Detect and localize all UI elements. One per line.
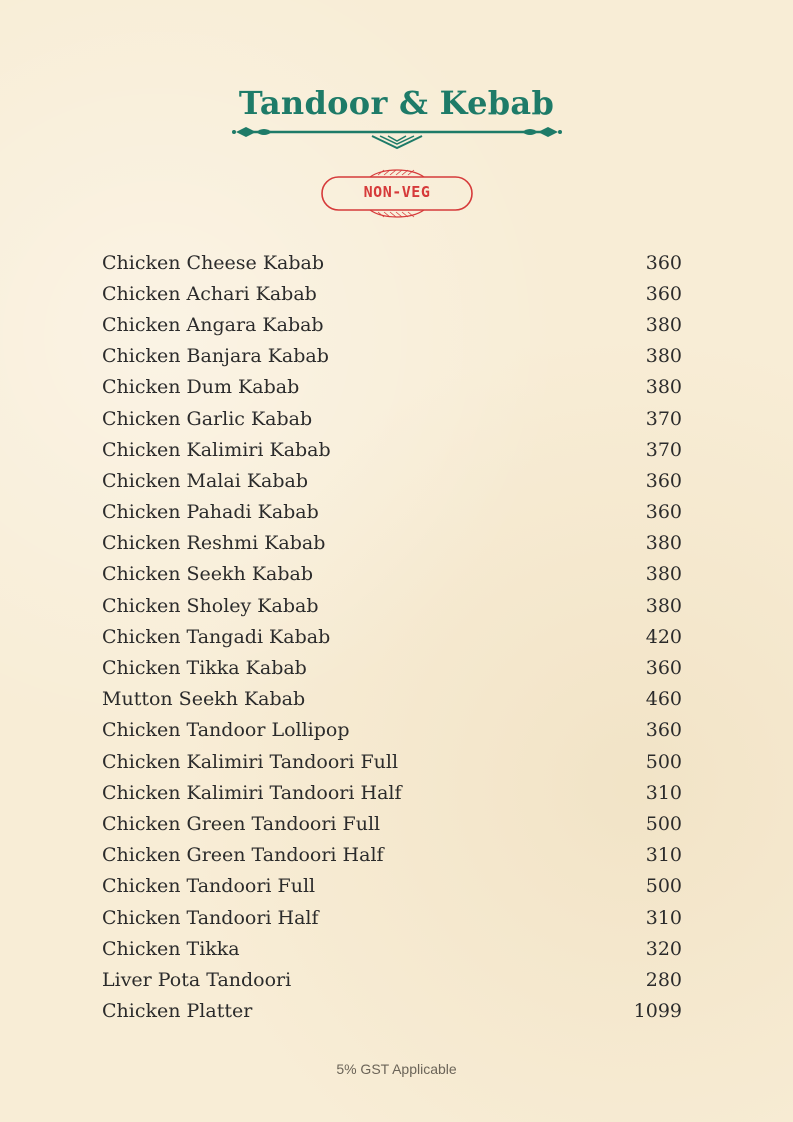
badge-label: NON-VEG — [363, 183, 431, 201]
item-name: Chicken Kalimiri Tandoori Full — [102, 750, 399, 773]
item-name: Chicken Green Tandoori Full — [102, 812, 381, 835]
item-name: Chicken Tikka — [102, 937, 240, 960]
menu-item — [102, 684, 682, 715]
item-name: Chicken Tangadi Kabab — [102, 625, 331, 648]
menu-item — [102, 933, 682, 964]
item-name: Chicken Cheese Kabab — [102, 251, 324, 274]
item-name: Chicken Reshmi Kabab — [102, 532, 326, 555]
menu-item — [102, 309, 682, 340]
item-price: 500 — [645, 750, 682, 773]
menu-item — [102, 652, 682, 683]
menu-item — [102, 715, 682, 746]
item-name: Chicken Green Tandoori Half — [102, 844, 384, 867]
item-price: 360 — [645, 719, 682, 742]
menu-item — [102, 341, 682, 372]
item-price: 380 — [645, 376, 682, 399]
menu-item — [102, 964, 682, 995]
item-price: 310 — [645, 781, 682, 804]
menu-item — [102, 403, 682, 434]
item-price: 360 — [645, 251, 682, 274]
menu-item — [102, 808, 682, 839]
menu-item — [102, 497, 682, 528]
item-price: 420 — [645, 625, 682, 648]
menu-item — [102, 777, 682, 808]
gst-footnote: 5% GST Applicable — [336, 1061, 457, 1077]
item-price: 360 — [645, 501, 682, 524]
item-price: 370 — [645, 438, 682, 461]
item-price: 310 — [645, 844, 682, 867]
item-price: 310 — [645, 906, 682, 929]
item-name: Chicken Kalimiri Tandoori Half — [102, 781, 402, 804]
menu-item — [102, 746, 682, 777]
category-badge — [320, 168, 474, 220]
menu-item — [102, 621, 682, 652]
menu-item — [102, 247, 682, 278]
item-name: Chicken Sholey Kabab — [102, 594, 319, 617]
item-price: 500 — [645, 875, 682, 898]
item-name: Chicken Pahadi Kabab — [102, 501, 319, 524]
menu-item — [102, 465, 682, 496]
item-name: Mutton Seekh Kabab — [102, 688, 306, 711]
item-price: 320 — [645, 937, 682, 960]
item-price: 370 — [645, 407, 682, 430]
menu-item — [102, 559, 682, 590]
menu-item — [102, 996, 682, 1027]
item-price: 460 — [645, 688, 682, 711]
page-title: Tandoor & Kebab — [238, 84, 555, 122]
item-name: Chicken Seekh Kabab — [102, 563, 313, 586]
item-price: 280 — [645, 968, 682, 991]
item-price: 380 — [645, 532, 682, 555]
item-price: 500 — [645, 812, 682, 835]
menu-item — [102, 902, 682, 933]
item-name: Chicken Tandoori Half — [102, 906, 319, 929]
item-price: 380 — [645, 594, 682, 617]
item-name: Liver Pota Tandoori — [102, 968, 292, 991]
item-price: 360 — [645, 469, 682, 492]
menu-list — [102, 247, 682, 1027]
item-name: Chicken Malai Kabab — [102, 469, 309, 492]
item-name: Chicken Tikka Kabab — [102, 657, 307, 680]
item-price: 380 — [645, 313, 682, 336]
item-name: Chicken Tandoori Full — [102, 875, 316, 898]
menu-item — [102, 278, 682, 309]
item-name: Chicken Banjara Kabab — [102, 345, 329, 368]
menu-item — [102, 840, 682, 871]
item-price: 360 — [645, 282, 682, 305]
menu-item — [102, 590, 682, 621]
item-name: Chicken Platter — [102, 1000, 253, 1023]
menu-item — [102, 871, 682, 902]
menu-item — [102, 372, 682, 403]
item-price: 380 — [645, 563, 682, 586]
item-price: 380 — [645, 345, 682, 368]
menu-item — [102, 528, 682, 559]
item-price: 360 — [645, 657, 682, 680]
item-name: Chicken Angara Kabab — [102, 313, 324, 336]
item-name: Chicken Garlic Kabab — [102, 407, 313, 430]
item-price: 1099 — [633, 1000, 682, 1023]
item-name: Chicken Achari Kabab — [102, 282, 317, 305]
item-name: Chicken Kalimiri Kabab — [102, 438, 331, 461]
item-name: Chicken Tandoor Lollipop — [102, 719, 350, 742]
menu-item — [102, 434, 682, 465]
item-name: Chicken Dum Kabab — [102, 376, 300, 399]
scroll-divider-icon — [232, 122, 562, 152]
